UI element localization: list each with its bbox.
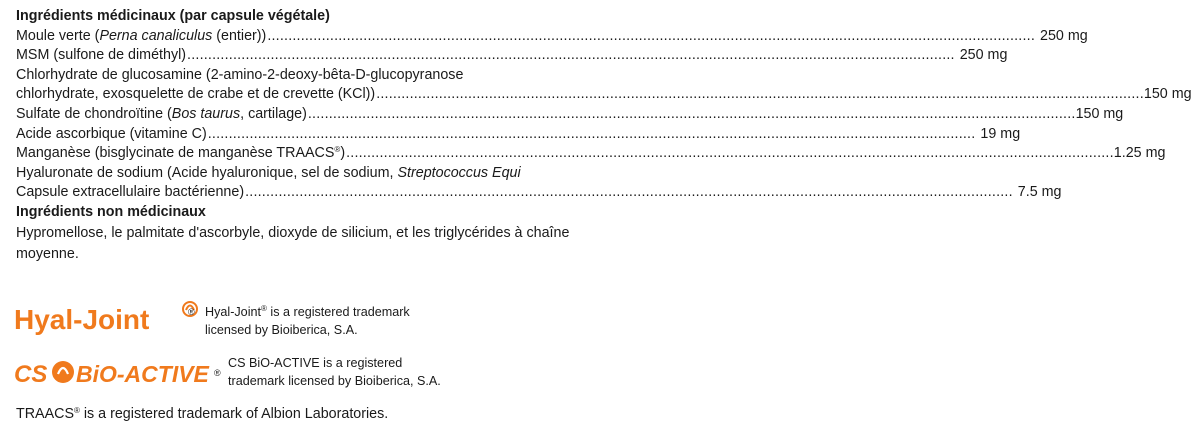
cs-logo-text: CS: [14, 361, 48, 388]
bioactive-logo-text: BiO-ACTIVE: [76, 361, 209, 387]
hyal-joint-logo-graphic: [14, 298, 204, 338]
hyal-logo-reg: ®: [188, 307, 195, 317]
cs-bioactive-logo-graphic: [14, 354, 219, 390]
medicinal-heading: Ingrédients médicinaux (par capsule végétale): [16, 8, 330, 24]
hyal-joint-trademark-note: Hyal-Joint® is a registered trademark licensed by Bioiberica, S.A.: [205, 304, 410, 338]
ingredient-amount: 150 mg: [1075, 105, 1124, 122]
ingredient-row: Manganèse (bisglycinate de manganèse TRAACS®) ........................................................................................................................................................................................ 1.25 mg: [16, 144, 582, 164]
cs-swirl-icon: [52, 361, 74, 383]
ingredient-amount: 150 mg: [1143, 86, 1192, 103]
ingredient-row: Acide ascorbique (vitamine C) ........................................................................................................................................................................................ 19 mg: [16, 125, 582, 145]
cs-bioactive-trademark-note: CS BiO-ACTIVE is a registered trademark licensed by Bioiberica, S.A.: [228, 356, 441, 389]
leader-dots: ........................................................................................................................................................................................: [376, 86, 1144, 103]
leader-dots: ........................................................................................................................................................................................: [267, 27, 1036, 44]
leader-dots: ........................................................................................................................................................................................: [187, 47, 955, 64]
hyal-joint-logo-text: Hyal-Joint: [14, 304, 150, 335]
ingredient-row: Sulfate de chondroïtine (Bos taurus, cartilage) ........................................................................................................................................................................................ 150 mg: [16, 105, 582, 125]
leader-dots: ........................................................................................................................................................................................: [207, 125, 976, 142]
non-medicinal-text: Hypromellose, le palmitate d'ascorbyle, dioxyde de silicium, et les triglycérides à chaîne moyenne.: [16, 224, 570, 262]
ingredient-line: Chlorhydrate de glucosamine (2-amino-2-deoxy-bêta-D-glucopyranose: [16, 66, 464, 83]
ingredient-row: chlorhydrate, exosquelette de crabe et de crevette (KCl)) ........................................................................................................................................................................................ 150 mg: [16, 85, 582, 105]
leader-dots: ........................................................................................................................................................................................: [307, 105, 1076, 122]
cs-bioactive-logo: [14, 354, 219, 395]
leader-dots: ........................................................................................................................................................................................: [245, 184, 1013, 201]
ingredient-line: Hyaluronate de sodium (Acide hyaluronique, sel de sodium, Streptococcus Equi: [16, 164, 521, 181]
hyal-joint-logo: [14, 298, 204, 343]
ingredient-amount: 19 mg: [980, 125, 1021, 142]
leader-dots: ........................................................................................................................................................................................: [346, 145, 1114, 162]
ingredient-amount: 250 mg: [959, 47, 1008, 64]
ingredient-label: [16, 7, 1192, 265]
ingredient-row: Moule verte (Perna canaliculus (entier)) ........................................................................................................................................................................................ 250 mg: [16, 27, 582, 47]
ingredient-row: MSM (sulfone de diméthyl) ........................................................................................................................................................................................ 250 mg: [16, 46, 582, 66]
ingredient-amount: 7.5 mg: [1017, 184, 1062, 201]
ingredient-amount: 250 mg: [1040, 27, 1088, 44]
cs-logo-reg: ®: [214, 368, 221, 378]
traacs-trademark-note: TRAACS® is a registered trademark of Albion Laboratories.: [16, 406, 389, 422]
ingredient-amount: 1.25 mg: [1113, 145, 1166, 162]
ingredient-row: Capsule extracellulaire bactérienne) ........................................................................................................................................................................................ 7.5 mg: [16, 183, 582, 203]
non-medicinal-heading: Ingrédients non médicinaux: [16, 203, 206, 220]
